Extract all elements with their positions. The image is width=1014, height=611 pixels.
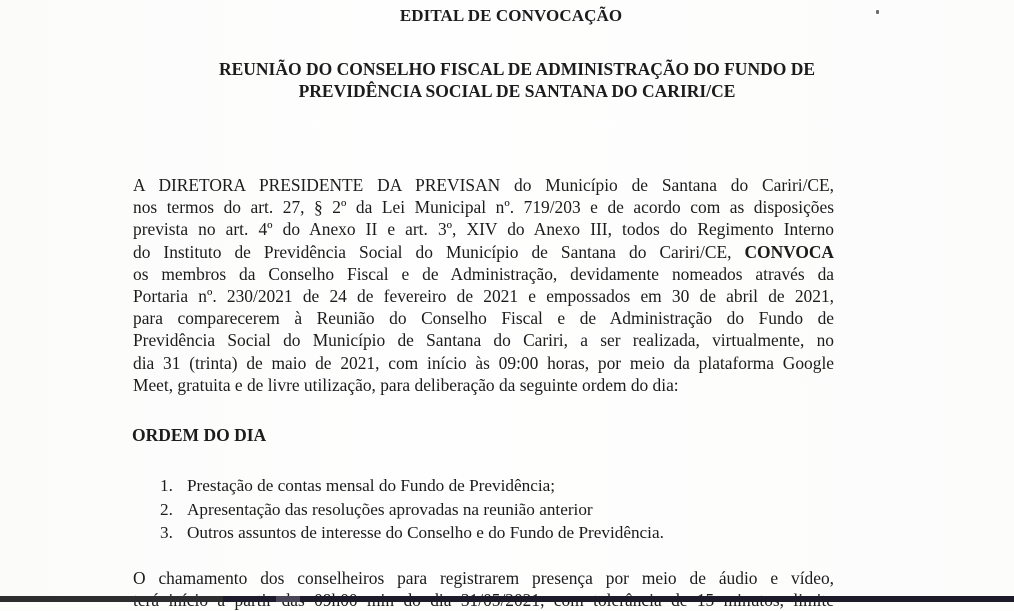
subtitle-line: PREVIDÊNCIA SOCIAL DE SANTANA DO CARIRI/CE bbox=[298, 81, 736, 101]
agenda-item-number: 3. bbox=[160, 523, 173, 542]
paragraph-line: Portaria nº. 230/2021 de 24 de fevereiro de 2021 e empossados em 30 de abril de 2021, bbox=[133, 286, 834, 307]
agenda-list bbox=[160, 474, 664, 545]
paragraph-line: dia 31 (trinta) de maio de 2021, com início às 09:00 horas, por meio da plataforma Google bbox=[133, 352, 834, 373]
paragraph-line: O chamamento dos conselheiros para registrarem presença por meio de áudio e vídeo, bbox=[133, 568, 834, 588]
convocation-paragraph bbox=[133, 174, 834, 396]
paragraph-line bbox=[133, 241, 834, 263]
paragraph-line: A DIRETORA PRESIDENTE DA PREVISAN do Município de Santana do Cariri/CE, bbox=[133, 175, 834, 195]
convoca-emphasis: CONVOCA bbox=[744, 241, 834, 262]
document-subtitle bbox=[0, 58, 1014, 102]
agenda-item-text: Outros assuntos de interesse do Conselho e do Fundo de Previdência. bbox=[187, 523, 664, 542]
paragraph-line: nos termos do art. 27, § 2º da Lei Municipal nº. 719/203 e de acordo com as disposições bbox=[133, 197, 834, 218]
agenda-heading: ORDEM DO DIA bbox=[132, 425, 267, 445]
taskbar[interactable] bbox=[0, 596, 1014, 602]
document-title: EDITAL DE CONVOCAÇÃO bbox=[399, 6, 623, 25]
taskbar-segment[interactable] bbox=[223, 596, 276, 602]
paragraph-line: Meet, gratuita e de livre utilização, para deliberação da seguinte ordem do dia: bbox=[133, 374, 679, 395]
agenda-item bbox=[160, 474, 664, 498]
taskbar-segment-active[interactable] bbox=[276, 596, 300, 602]
paragraph-text: do Instituto de Previdência Social do Município de Santana do Cariri/CE, bbox=[133, 241, 732, 262]
agenda-item-text: Prestação de contas mensal do Fundo de Previdência; bbox=[187, 476, 555, 495]
paragraph-line: para comparecerem à Reunião do Conselho Fiscal e de Administração do Fundo de bbox=[133, 308, 834, 329]
subtitle-line: REUNIÃO DO CONSELHO FISCAL DE ADMINISTRAÇÃO DO FUNDO DE bbox=[218, 59, 816, 79]
agenda-item bbox=[160, 498, 664, 522]
paragraph-line: prevista no art. 4º do Anexo II e art. 3º, XIV do Anexo III, todos do Regimento Interno bbox=[133, 219, 834, 240]
taskbar-segment[interactable] bbox=[0, 596, 223, 602]
paragraph-line: Previdência Social do Município de Santana do Cariri, a ser realizada, virtualmente, no bbox=[133, 330, 834, 351]
agenda-item-number: 1. bbox=[160, 476, 173, 495]
paragraph-line: os membros da Conselho Fiscal e de Administração, devidamente nomeados através da bbox=[133, 263, 834, 284]
taskbar-segment[interactable] bbox=[300, 596, 1014, 602]
closing-paragraph bbox=[133, 567, 834, 611]
agenda-item-number: 2. bbox=[160, 499, 173, 519]
agenda-item-text: Apresentação das resoluções aprovadas na reunião anterior bbox=[187, 499, 593, 519]
agenda-item bbox=[160, 521, 664, 545]
